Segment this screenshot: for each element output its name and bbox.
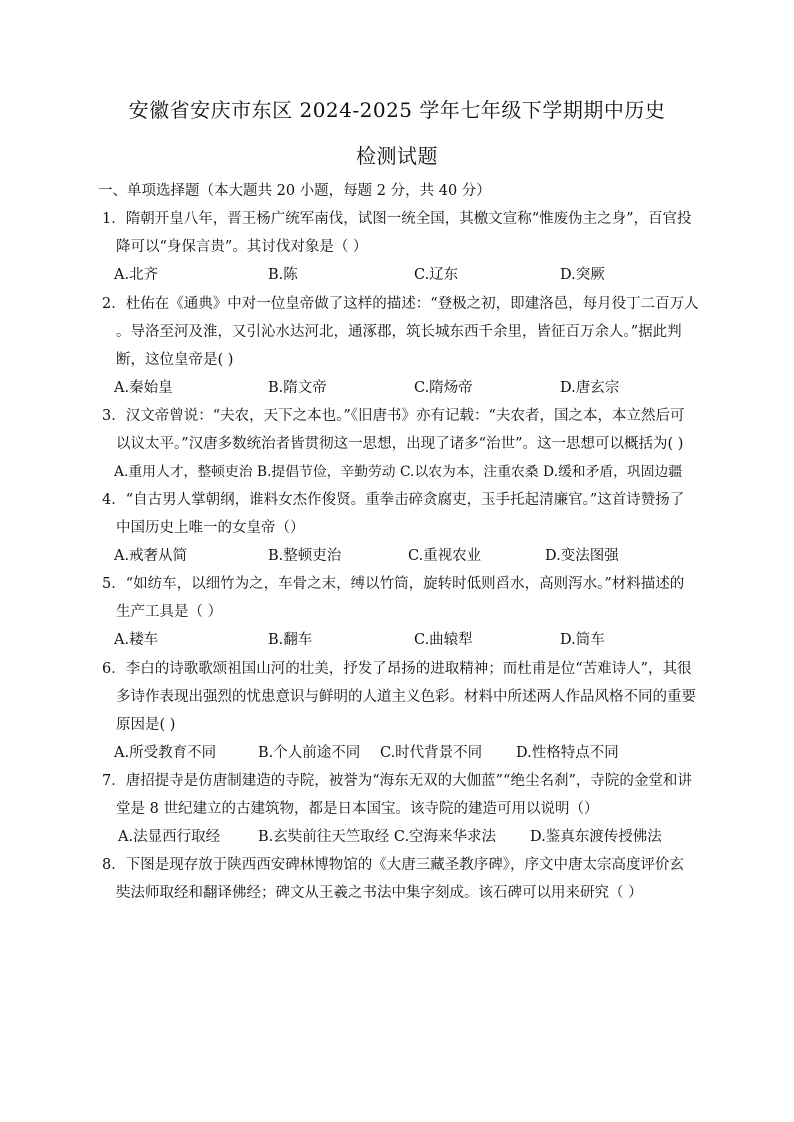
option-d[interactable]: D.突厥 [560,267,605,283]
option-c[interactable]: C.时代背景不同 [380,745,483,761]
question-5 [102,570,702,654]
question-line: 3．汉文帝曾说：“夫农，天下之本也。”《旧唐书》亦有记载：“夫农者，国之本，本立然后可 [102,408,685,424]
options-row [102,739,702,767]
option-b[interactable]: B.个人前途不同 [258,745,361,761]
question-8 [102,851,702,907]
question-line: 中国历史上唯一的女皇帝（） [116,520,305,536]
option-c[interactable]: C.曲辕犁 [414,632,473,648]
option-a[interactable]: A.所受教育不同 [114,745,217,761]
option-bc[interactable]: B.玄奘前往天竺取经 C.空海来华求法 [258,829,497,845]
options-row [102,542,702,570]
option-d[interactable]: D.唐玄宗 [560,380,620,396]
question-line: 8．下图是现存放于陕西西安碑林博物馆的《大唐三藏圣教序碑》，序文中唐太宗高度评价玄 [102,857,684,873]
question-4 [102,486,702,570]
option-b[interactable]: B.隋文帝 [268,380,327,396]
question-3 [102,402,702,486]
question-6 [102,655,702,767]
option-b[interactable]: B.翻车 [268,632,313,648]
exam-subtitle: 检测试题 [356,144,438,168]
option-a[interactable]: A.法显西行取经 [118,829,221,845]
question-line: 原因是( ) [116,717,176,733]
option-b[interactable]: B.陈 [268,267,298,283]
question-line: 。导洛至河及淮，又引沁水达河北，通涿郡，筑长城东西千余里，皆征百万余人。”据此判 [116,324,682,340]
option-c[interactable]: C.隋炀帝 [414,380,473,396]
question-line: 5．“如纺车，以细竹为之，车骨之末，缚以竹筒，旋转时低则舀水，高则泻水。”材料描述的 [102,576,685,592]
options-row [102,374,702,402]
question-7 [102,767,702,851]
option-c[interactable]: C.重视农业 [408,548,482,564]
option-row-abcd[interactable]: A.重用人才，整顿吏治 B.提倡节俭，辛勤劳动 C.以农为本，注重农桑 D.缓和矛盾，巩固边疆 [114,464,683,480]
section-heading: 一、单项选择题（本大题共 20 小题，每题 2 分，共 40 分） [98,183,491,199]
option-a[interactable]: A.耧车 [114,632,159,648]
options-row [102,823,702,851]
question-line: 多诗作表现出强烈的忧患意识与鲜明的人道主义色彩。材料中所述两人作品风格不同的重要 [116,689,696,705]
options-row [102,261,702,289]
option-a[interactable]: A.戒奢从简 [114,548,188,564]
option-d[interactable]: D.变法图强 [545,548,619,564]
question-line: 降可以“身保言贵”。其讨伐对象是（ ） [116,239,368,255]
question-line: 以议太平。”汉唐多数统治者皆贯彻这一思想，出现了诸多“治世”。这一思想可以概括为( ) [116,436,684,452]
question-line: 1．隋朝开皇八年，晋王杨广统军南伐，试图一统全国，其檄文宣称“惟废伪主之身”，百官投 [102,211,692,227]
option-a[interactable]: A.北齐 [114,267,159,283]
question-line: 生产工具是（ ） [116,604,223,620]
question-line: 4．“自古男人掌朝纲，谁料女杰作俊贤。重拳击碎贪腐吏，玉手托起清廉官。”这首诗赞扬了 [102,492,685,508]
option-d[interactable]: D.性格特点不同 [516,745,619,761]
question-line: 奘法师取经和翻译佛经；碑文从王羲之书法中集字刻成。该石碑可以用来研究（ ） [116,885,643,901]
question-line: 2．杜佑在《通典》中对一位皇帝做了这样的描述：“登极之初，即建洛邑，每月役丁二百万人 [102,296,699,312]
option-d[interactable]: D.筒车 [560,632,605,648]
option-c[interactable]: C.辽东 [414,267,459,283]
question-1 [102,205,702,289]
options-row [102,626,702,654]
question-line: 6．李白的诗歌歌颂祖国山河的壮美，抒发了昂扬的进取精神；而杜甫是位“苦难诗人”，其很 [102,661,692,677]
options-row [102,458,702,486]
question-line: 7．唐招提寺是仿唐制建造的寺院，被誉为“海东无双的大伽蓝”“绝尘名刹”，寺院的金堂和讲 [102,773,692,789]
option-a[interactable]: A.秦始皇 [114,380,173,396]
question-line: 堂是 8 世纪建立的古建筑物，都是日本国宝。该寺院的建造可用以说明（） [116,801,599,817]
option-d[interactable]: D.鉴真东渡传授佛法 [530,829,662,845]
option-b[interactable]: B.整顿吏治 [268,548,342,564]
question-2 [102,290,702,402]
exam-title: 安徽省安庆市东区 2024-2025 学年七年级下学期期中历史 [128,98,666,122]
question-line: 断，这位皇帝是( ) [116,352,234,368]
